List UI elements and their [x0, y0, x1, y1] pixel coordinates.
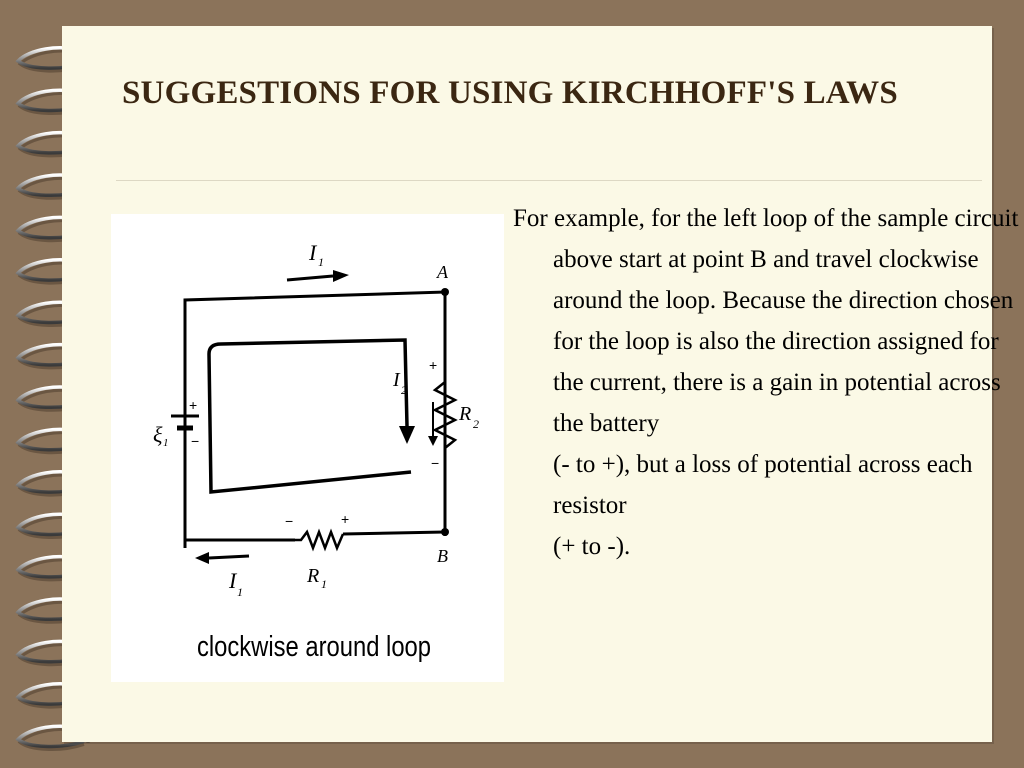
- body-paragraph: For example, for the left loop of the sample circuit above start at point B and travel clockwise around the loop. Because the direction chosen for the loop is also the direction assigned for the current, there is a gain in potential across the battery (- to +), but a loss of potential across each resistor (+ to -).: [513, 205, 1019, 560]
- label-r1-plus: +: [341, 511, 350, 527]
- circuit-diagram: [111, 214, 504, 682]
- label-battery-minus: −: [191, 433, 200, 449]
- label-point-b: B: [437, 546, 448, 566]
- label-r2-minus: −: [431, 455, 440, 471]
- label-r2-sub: 2: [473, 417, 479, 431]
- label-emf-sub: 1: [163, 437, 169, 449]
- label-point-a: A: [437, 262, 448, 282]
- label-battery-plus: +: [189, 397, 198, 413]
- loop-arrowhead: [399, 426, 415, 444]
- node-b: [441, 528, 449, 536]
- node-a: [441, 288, 449, 296]
- resistor-r1: [295, 532, 343, 548]
- circuit-figure: [111, 214, 504, 682]
- label-current-mid-sub: 2: [401, 383, 407, 397]
- label-r2: R: [459, 403, 472, 425]
- label-current-bottom-sub: 1: [237, 585, 243, 599]
- label-current-bottom: I: [229, 568, 237, 593]
- label-r2-plus: +: [429, 357, 438, 373]
- label-r1: R: [307, 565, 320, 587]
- slide-title: SUGGESTIONS FOR USING KIRCHHOFF'S LAWS: [122, 75, 898, 111]
- title-divider: [116, 180, 982, 181]
- label-emf: ξ: [153, 422, 163, 447]
- label-current-top: I: [309, 240, 317, 265]
- current-arrow-top: [333, 270, 349, 282]
- current-arrow-r2: [428, 436, 438, 446]
- label-r1-minus: −: [285, 513, 294, 529]
- current-arrow-bottom: [195, 552, 209, 564]
- label-current-top-sub: 1: [318, 255, 324, 269]
- circuit-wire-bottom: [185, 540, 295, 548]
- label-current-mid: I: [393, 369, 400, 391]
- circuit-wire-bottom-right: [343, 532, 445, 534]
- figure-caption: clockwise around loop: [197, 631, 431, 663]
- label-r1-sub: 1: [321, 577, 327, 591]
- loop-arrow: [209, 340, 411, 492]
